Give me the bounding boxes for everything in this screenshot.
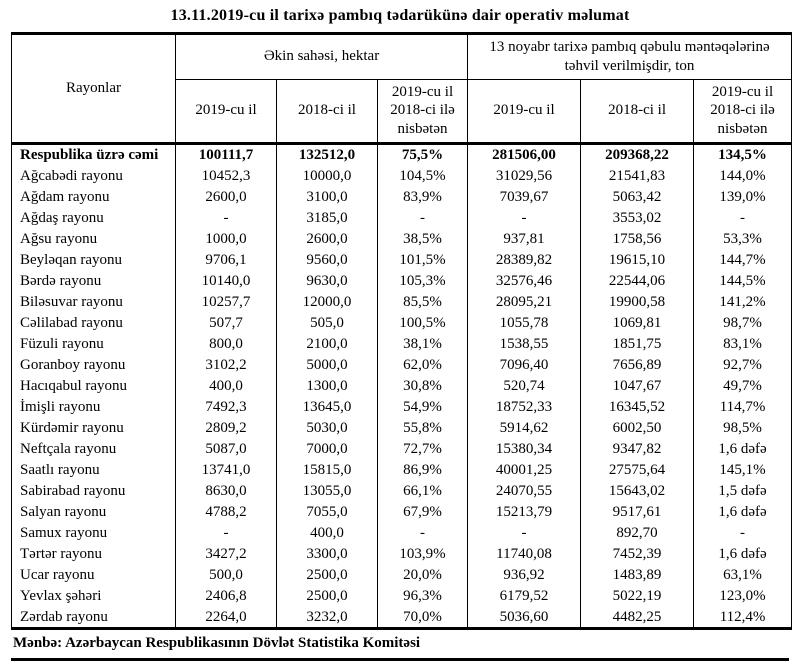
value-cell: 32576,46 [468, 271, 581, 292]
value-cell: 19900,58 [581, 292, 694, 313]
group-header-row [12, 34, 792, 80]
value-cell: 9706,1 [176, 250, 277, 271]
value-cell: 5022,19 [581, 586, 694, 607]
value-cell: 500,0 [176, 565, 277, 586]
value-cell: 75,5% [378, 143, 468, 165]
region-cell: Hacıqabul rayonu [12, 376, 176, 397]
data-table [11, 32, 792, 630]
value-cell: 505,0 [277, 313, 378, 334]
value-cell: 96,3% [378, 586, 468, 607]
table-row [12, 502, 792, 523]
table-row [12, 523, 792, 544]
value-cell: 15815,0 [277, 460, 378, 481]
value-cell: 7055,0 [277, 502, 378, 523]
table-row [12, 250, 792, 271]
value-cell: 27575,64 [581, 460, 694, 481]
report-title: 13.11.2019-cu il tarixə pambıq tədarükünə dair operativ məlumat [170, 7, 630, 24]
value-cell: 400,0 [277, 523, 378, 544]
value-cell: 38,5% [378, 229, 468, 250]
value-cell: 86,9% [378, 460, 468, 481]
region-cell: Sabirabad rayonu [12, 481, 176, 502]
value-cell: 30,8% [378, 376, 468, 397]
value-cell: 100,5% [378, 313, 468, 334]
value-cell: 13645,0 [277, 397, 378, 418]
value-cell: 66,1% [378, 481, 468, 502]
region-cell: Biləsuvar rayonu [12, 292, 176, 313]
value-cell: 10000,0 [277, 166, 378, 187]
value-cell: 936,92 [468, 565, 581, 586]
value-cell: 1851,75 [581, 334, 694, 355]
value-cell: - [468, 208, 581, 229]
value-cell: 281506,00 [468, 143, 581, 165]
subheader-area-2018: 2018-ci il [277, 79, 378, 143]
value-cell: 31029,56 [468, 166, 581, 187]
region-cell: Salyan rayonu [12, 502, 176, 523]
table-row [12, 439, 792, 460]
value-cell: 19615,10 [581, 250, 694, 271]
value-cell: 53,3% [694, 229, 792, 250]
region-cell: Ağsu rayonu [12, 229, 176, 250]
value-cell: 7656,89 [581, 355, 694, 376]
table-row [12, 565, 792, 586]
value-cell: 7000,0 [277, 439, 378, 460]
value-cell: 1483,89 [581, 565, 694, 586]
value-cell: 1,5 dəfə [694, 481, 792, 502]
value-cell: 937,81 [468, 229, 581, 250]
value-cell: 1047,67 [581, 376, 694, 397]
region-cell: Ağdaş rayonu [12, 208, 176, 229]
value-cell: 7492,3 [176, 397, 277, 418]
table-row [12, 271, 792, 292]
table-row [12, 397, 792, 418]
value-cell: 3102,2 [176, 355, 277, 376]
region-cell: Cəlilabad rayonu [12, 313, 176, 334]
value-cell: 40001,25 [468, 460, 581, 481]
value-cell: 1758,56 [581, 229, 694, 250]
value-cell: 103,9% [378, 544, 468, 565]
value-cell: 400,0 [176, 376, 277, 397]
region-cell: Zərdab rayonu [12, 607, 176, 629]
value-cell: 2406,8 [176, 586, 277, 607]
value-cell: 15380,34 [468, 439, 581, 460]
region-cell: Saatlı rayonu [12, 460, 176, 481]
value-cell: 134,5% [694, 143, 792, 165]
value-cell: 114,7% [694, 397, 792, 418]
table-row [12, 208, 792, 229]
tons-group-header: 13 noyabr tarixə pambıq qəbulu məntəqələrinə təhvil verilmişdir, ton [468, 34, 792, 80]
value-cell: 9347,82 [581, 439, 694, 460]
table-row [12, 481, 792, 502]
value-cell: - [176, 523, 277, 544]
value-cell: 1000,0 [176, 229, 277, 250]
value-cell: 21541,83 [581, 166, 694, 187]
value-cell: 1055,78 [468, 313, 581, 334]
value-cell: 63,1% [694, 565, 792, 586]
value-cell: - [468, 523, 581, 544]
value-cell: 6002,50 [581, 418, 694, 439]
value-cell: 3232,0 [277, 607, 378, 629]
value-cell: 5087,0 [176, 439, 277, 460]
region-cell: Füzuli rayonu [12, 334, 176, 355]
value-cell: 800,0 [176, 334, 277, 355]
value-cell: 2809,2 [176, 418, 277, 439]
value-cell: 7039,67 [468, 187, 581, 208]
value-cell: 54,9% [378, 397, 468, 418]
value-cell: 18752,33 [468, 397, 581, 418]
value-cell: - [378, 523, 468, 544]
value-cell: 9560,0 [277, 250, 378, 271]
table-row [12, 187, 792, 208]
source-note: Mənbə: Azərbaycan Respublikasının Dövlət Statistika Komitəsi [11, 630, 789, 661]
value-cell: 112,4% [694, 607, 792, 629]
value-cell: 132512,0 [277, 143, 378, 165]
value-cell: 12000,0 [277, 292, 378, 313]
value-cell: 1,6 dəfə [694, 439, 792, 460]
value-cell: 15643,02 [581, 481, 694, 502]
region-cell: Bərdə rayonu [12, 271, 176, 292]
table-row [12, 607, 792, 629]
table-row [12, 355, 792, 376]
table-row [12, 460, 792, 481]
subheader-tons-2018: 2018-ci il [581, 79, 694, 143]
value-cell: 3553,02 [581, 208, 694, 229]
value-cell: 22544,06 [581, 271, 694, 292]
value-cell: 209368,22 [581, 143, 694, 165]
value-cell: 144,5% [694, 271, 792, 292]
value-cell: 3100,0 [277, 187, 378, 208]
value-cell: 4482,25 [581, 607, 694, 629]
table-body [12, 143, 792, 629]
value-cell: 49,7% [694, 376, 792, 397]
value-cell: 98,7% [694, 313, 792, 334]
value-cell: 72,7% [378, 439, 468, 460]
value-cell: 10140,0 [176, 271, 277, 292]
value-cell: 20,0% [378, 565, 468, 586]
value-cell: 4788,2 [176, 502, 277, 523]
region-cell: Tərtər rayonu [12, 544, 176, 565]
value-cell: 2500,0 [277, 586, 378, 607]
value-cell: 38,1% [378, 334, 468, 355]
value-cell: 5000,0 [277, 355, 378, 376]
value-cell: 10257,7 [176, 292, 277, 313]
value-cell: 139,0% [694, 187, 792, 208]
value-cell: 520,74 [468, 376, 581, 397]
value-cell: - [694, 523, 792, 544]
subheader-tons-ratio: 2019-cu il 2018-ci ilə nisbətən [694, 79, 792, 143]
value-cell: 3427,2 [176, 544, 277, 565]
subheader-tons-2019: 2019-cu il [468, 79, 581, 143]
region-cell: Beyləqan rayonu [12, 250, 176, 271]
table-row [12, 376, 792, 397]
value-cell: - [694, 208, 792, 229]
value-cell: 5036,60 [468, 607, 581, 629]
value-cell: 67,9% [378, 502, 468, 523]
value-cell: 1069,81 [581, 313, 694, 334]
value-cell: 2500,0 [277, 565, 378, 586]
value-cell: 145,1% [694, 460, 792, 481]
value-cell: 507,7 [176, 313, 277, 334]
subheader-area-2019: 2019-cu il [176, 79, 277, 143]
value-cell: 2264,0 [176, 607, 277, 629]
value-cell: 2600,0 [277, 229, 378, 250]
value-cell: 15213,79 [468, 502, 581, 523]
region-cell: Ağcabədi rayonu [12, 166, 176, 187]
area-group-header: Əkin sahəsi, hektar [176, 34, 468, 80]
value-cell: 3300,0 [277, 544, 378, 565]
value-cell: 98,5% [694, 418, 792, 439]
table-header [12, 34, 792, 144]
value-cell: 5030,0 [277, 418, 378, 439]
value-cell: 1,6 dəfə [694, 502, 792, 523]
value-cell: 100111,7 [176, 143, 277, 165]
region-cell: Ağdam rayonu [12, 187, 176, 208]
value-cell: 24070,55 [468, 481, 581, 502]
value-cell: 11740,08 [468, 544, 581, 565]
value-cell: 62,0% [378, 355, 468, 376]
value-cell: 1,6 dəfə [694, 544, 792, 565]
value-cell: 13741,0 [176, 460, 277, 481]
value-cell: 28389,82 [468, 250, 581, 271]
value-cell: 9517,61 [581, 502, 694, 523]
region-cell: Neftçala rayonu [12, 439, 176, 460]
value-cell: 1300,0 [277, 376, 378, 397]
value-cell: 28095,21 [468, 292, 581, 313]
value-cell: 83,1% [694, 334, 792, 355]
value-cell: 70,0% [378, 607, 468, 629]
value-cell: 8630,0 [176, 481, 277, 502]
value-cell: - [378, 208, 468, 229]
table-row [12, 544, 792, 565]
region-cell: İmişli rayonu [12, 397, 176, 418]
value-cell: 7452,39 [581, 544, 694, 565]
region-cell: Ucar rayonu [12, 565, 176, 586]
region-cell: Respublika üzrə cəmi [12, 143, 176, 165]
value-cell: 9630,0 [277, 271, 378, 292]
value-cell: 7096,40 [468, 355, 581, 376]
value-cell: 123,0% [694, 586, 792, 607]
value-cell: 16345,52 [581, 397, 694, 418]
value-cell: 6179,52 [468, 586, 581, 607]
value-cell: 10452,3 [176, 166, 277, 187]
value-cell: 92,7% [694, 355, 792, 376]
value-cell: 83,9% [378, 187, 468, 208]
table-row [12, 334, 792, 355]
value-cell: 5914,62 [468, 418, 581, 439]
value-cell: 1538,55 [468, 334, 581, 355]
value-cell: 13055,0 [277, 481, 378, 502]
value-cell: 141,2% [694, 292, 792, 313]
total-row [12, 143, 792, 165]
region-cell: Goranboy rayonu [12, 355, 176, 376]
table-row [12, 313, 792, 334]
value-cell: - [176, 208, 277, 229]
value-cell: 101,5% [378, 250, 468, 271]
value-cell: 55,8% [378, 418, 468, 439]
value-cell: 5063,42 [581, 187, 694, 208]
value-cell: 2100,0 [277, 334, 378, 355]
value-cell: 3185,0 [277, 208, 378, 229]
table-row [12, 229, 792, 250]
value-cell: 144,0% [694, 166, 792, 187]
table-row [12, 418, 792, 439]
value-cell: 104,5% [378, 166, 468, 187]
region-column-header: Rayonlar [12, 34, 176, 144]
region-cell: Yevlax şəhəri [12, 586, 176, 607]
region-cell: Samux rayonu [12, 523, 176, 544]
value-cell: 105,3% [378, 271, 468, 292]
table-row [12, 166, 792, 187]
value-cell: 2600,0 [176, 187, 277, 208]
table-row [12, 586, 792, 607]
subheader-area-ratio: 2019-cu il 2018-ci ilə nisbətən [378, 79, 468, 143]
value-cell: 144,7% [694, 250, 792, 271]
region-cell: Kürdəmir rayonu [12, 418, 176, 439]
value-cell: 892,70 [581, 523, 694, 544]
value-cell: 85,5% [378, 292, 468, 313]
table-row [12, 292, 792, 313]
